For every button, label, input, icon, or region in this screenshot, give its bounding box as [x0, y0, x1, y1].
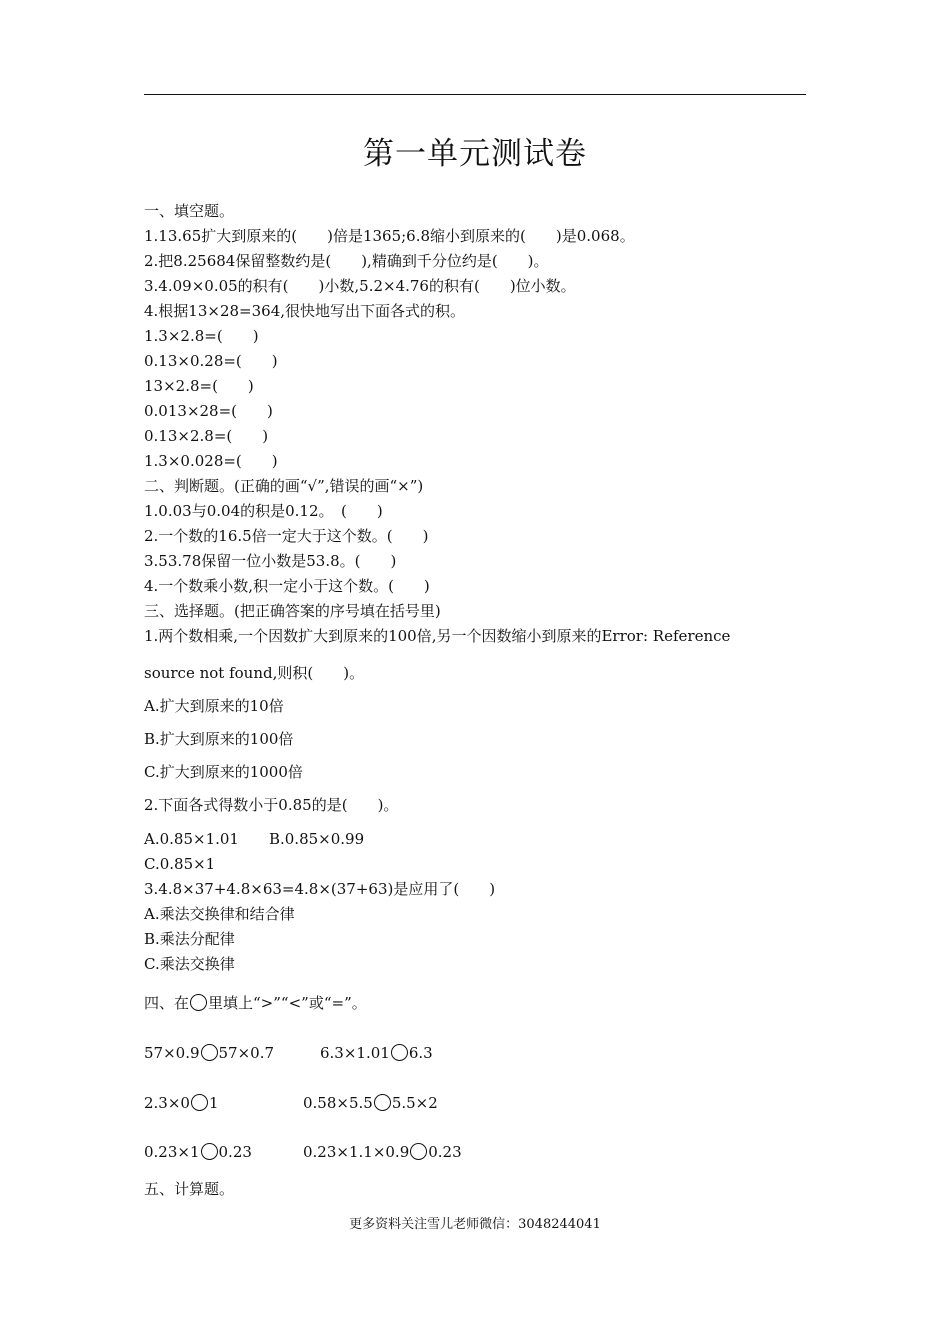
heading-fill-in: 一、填空题。 [144, 202, 235, 220]
circle-icon [190, 994, 207, 1011]
choice-option: C.乘法交换律 [144, 955, 235, 973]
question-line: 3.4.8×37+4.8×63=4.8×(37+63)是应用了( ) [144, 880, 496, 898]
compare-item [144, 1043, 274, 1063]
question-line: 3.4.09×0.05的积有( )小数,5.2×4.76的积有( )位小数。 [144, 277, 576, 295]
compare-left: 0.23×1 [144, 1143, 200, 1161]
header-rule [144, 94, 806, 95]
compare-right: 0.23 [428, 1143, 462, 1161]
compare-left: 0.23×1.1×0.9 [303, 1143, 410, 1161]
compare-item [303, 1142, 462, 1162]
compare-left: 57×0.9 [144, 1044, 200, 1062]
compare-item [144, 1142, 252, 1162]
question-line: 2.一个数的16.5倍一定大于这个数。( ) [144, 527, 429, 545]
compare-item [320, 1043, 433, 1063]
heading-calculation: 五、计算题。 [144, 1180, 235, 1198]
heading-compare [144, 993, 367, 1013]
question-line: 4.一个数乘小数,积一定小于这个数。( ) [144, 577, 430, 595]
compare-item [144, 1093, 219, 1113]
compare-right: 0.23 [218, 1143, 252, 1161]
compare-item [303, 1093, 438, 1113]
compare-left: 0.58×5.5 [303, 1094, 373, 1112]
heading-compare-after: 里填上“>”“<”或“=”。 [208, 994, 367, 1012]
compare-circle-icon[interactable] [391, 1044, 408, 1061]
question-line: 2.下面各式得数小于0.85的是( )。 [144, 796, 399, 814]
question-line: 0.13×0.28=( ) [144, 352, 278, 370]
compare-circle-icon[interactable] [374, 1094, 391, 1111]
question-line: 0.013×28=( ) [144, 402, 273, 420]
compare-left: 2.3×0 [144, 1094, 190, 1112]
question-line: 1.3×2.8=( ) [144, 327, 259, 345]
heading-true-false: 二、判断题。(正确的画“√”,错误的画“×”) [144, 477, 424, 495]
question-line: 0.13×2.8=( ) [144, 427, 269, 445]
compare-circle-icon[interactable] [410, 1143, 427, 1160]
question-line: 1.0.03与0.04的积是0.12。 ( ) [144, 502, 383, 520]
question-line: 1.3×0.028=( ) [144, 452, 278, 470]
heading-compare-before: 四、在 [144, 994, 190, 1012]
footer-note: 更多资料关注雪儿老师微信：3048244041 [349, 1217, 601, 1232]
compare-right: 6.3 [408, 1044, 433, 1062]
choice-option: B.扩大到原来的100倍 [144, 730, 294, 748]
choice-option: A.扩大到原来的10倍 [144, 697, 284, 715]
question-line: 13×2.8=( ) [144, 377, 254, 395]
question-line: source not found,则积( )。 [144, 664, 365, 682]
compare-right: 1 [208, 1094, 219, 1112]
question-line: 1.两个数相乘,一个因数扩大到原来的100倍,另一个因数缩小到原来的Error: Reference [144, 627, 731, 645]
compare-left: 6.3×1.01 [320, 1044, 390, 1062]
choice-option: A.0.85×1.01 B.0.85×0.99 [144, 830, 365, 848]
heading-multiple-choice: 三、选择题。(把正确答案的序号填在括号里) [144, 602, 441, 620]
choice-option: C.扩大到原来的1000倍 [144, 763, 303, 781]
compare-circle-icon[interactable] [201, 1044, 218, 1061]
choice-option: B.乘法分配律 [144, 930, 235, 948]
compare-right: 57×0.7 [218, 1044, 275, 1062]
compare-right: 5.5×2 [391, 1094, 438, 1112]
compare-circle-icon[interactable] [201, 1143, 218, 1160]
question-line: 2.把8.25684保留整数约是( ),精确到千分位约是( )。 [144, 252, 549, 270]
question-line: 1.13.65扩大到原来的( )倍是1365;6.8缩小到原来的( )是0.068。 [144, 227, 635, 245]
page-title: 第一单元测试卷 [363, 136, 587, 172]
choice-option: A.乘法交换律和结合律 [144, 905, 295, 923]
question-line: 4.根据13×28=364,很快地写出下面各式的积。 [144, 302, 466, 320]
question-line: 3.53.78保留一位小数是53.8。( ) [144, 552, 397, 570]
choice-option: C.0.85×1 [144, 855, 216, 873]
compare-circle-icon[interactable] [191, 1094, 208, 1111]
